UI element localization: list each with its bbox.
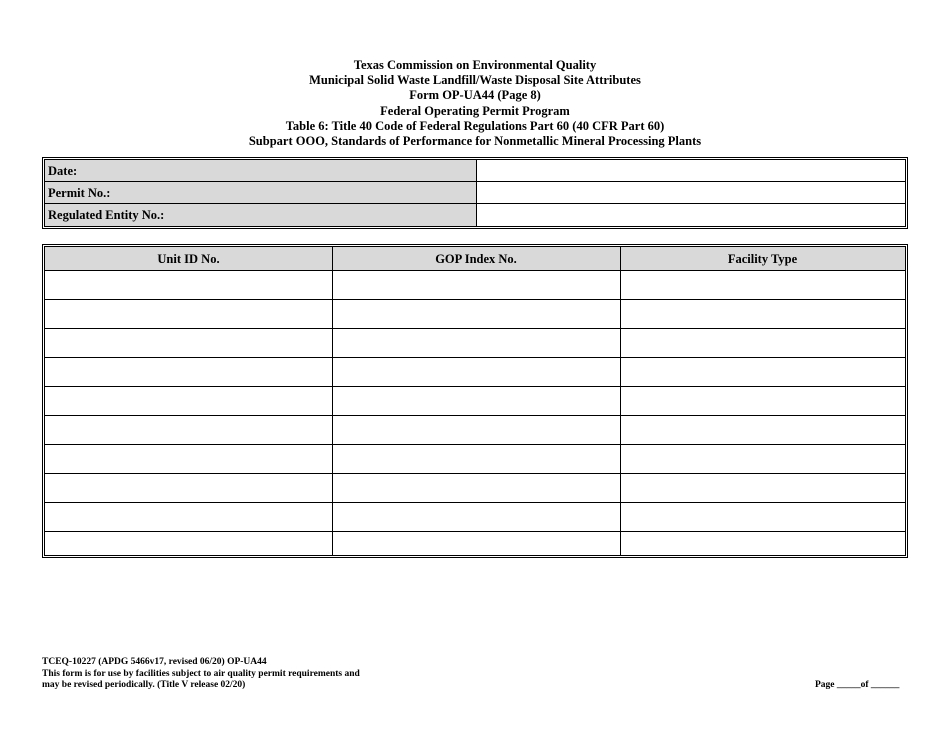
table-subtitle: Subpart OOO, Standards of Performance for Nonmetallic Mineral Processing Plants — [248, 134, 702, 149]
agency-title: Texas Commission on Environmental Quality — [353, 58, 597, 72]
form-id: TCEQ-10227 (APDG 5466v17, revised 06/20) OP-UA44 — [42, 657, 267, 667]
unit-id-cell[interactable] — [45, 358, 332, 386]
gop-index-cell[interactable] — [332, 416, 620, 444]
facility-type-cell[interactable] — [620, 445, 905, 473]
gop-index-cell[interactable] — [332, 474, 620, 502]
form-subject: Municipal Solid Waste Landfill/Waste Disposal Site Attributes — [309, 73, 641, 88]
unit-table-body — [45, 271, 905, 555]
column-divider — [332, 247, 333, 555]
gop-index-cell[interactable] — [332, 503, 620, 531]
table-row — [45, 474, 905, 503]
table-row — [45, 503, 905, 532]
facility-type-cell[interactable] — [620, 503, 905, 531]
unit-id-cell[interactable] — [45, 416, 332, 444]
facility-type-cell[interactable] — [620, 329, 905, 357]
program-name: Federal Operating Permit Program — [380, 103, 570, 118]
facility-type-cell[interactable] — [620, 300, 905, 328]
facility-type-cell[interactable] — [620, 532, 905, 561]
unit-table-header — [45, 247, 905, 271]
page-number: Page _____of ______ — [815, 680, 900, 690]
table-row — [45, 416, 905, 445]
form-number: Form OP-UA44 (Page 8) — [409, 88, 541, 103]
table-row — [45, 271, 905, 300]
facility-type-cell[interactable] — [620, 358, 905, 386]
entity-row — [45, 204, 905, 226]
unit-id-header: Unit ID No. — [157, 252, 220, 266]
table-row — [45, 445, 905, 474]
gop-index-cell[interactable] — [332, 532, 620, 561]
form-footer — [42, 657, 360, 692]
unit-id-cell[interactable] — [45, 532, 332, 561]
gop-index-cell[interactable] — [332, 445, 620, 473]
unit-id-cell[interactable] — [45, 445, 332, 473]
date-row — [45, 160, 905, 182]
identification-table — [42, 157, 908, 229]
permit-field[interactable] — [477, 182, 905, 203]
unit-id-cell[interactable] — [45, 474, 332, 502]
entity-field[interactable] — [477, 204, 905, 226]
table-title: Table 6: Title 40 Code of Federal Regulations Part 60 (40 CFR Part 60) — [285, 118, 665, 133]
table-row — [45, 358, 905, 387]
facility-type-cell[interactable] — [620, 271, 905, 299]
gop-index-cell[interactable] — [332, 358, 620, 386]
form-revision-note: may be revised periodically. (Title V release 02/20) — [42, 680, 246, 690]
unit-table — [42, 244, 908, 558]
table-row — [45, 300, 905, 329]
table-row — [45, 387, 905, 416]
unit-id-cell[interactable] — [45, 300, 332, 328]
gop-index-header: GOP Index No. — [435, 252, 517, 266]
unit-id-cell[interactable] — [45, 503, 332, 531]
facility-type-header: Facility Type — [727, 252, 798, 266]
form-usage-note: This form is for use by facilities subject to air quality permit requirements and — [42, 668, 360, 679]
gop-index-cell[interactable] — [332, 329, 620, 357]
date-field[interactable] — [477, 160, 905, 181]
gop-index-cell[interactable] — [332, 271, 620, 299]
permit-label: Permit No.: — [45, 182, 477, 203]
facility-type-cell[interactable] — [620, 474, 905, 502]
column-divider — [620, 247, 621, 555]
form-header — [0, 58, 950, 149]
facility-type-cell[interactable] — [620, 416, 905, 444]
gop-index-cell[interactable] — [332, 387, 620, 415]
unit-id-cell[interactable] — [45, 329, 332, 357]
date-label: Date: — [45, 160, 477, 181]
table-row — [45, 532, 905, 561]
table-row — [45, 329, 905, 358]
permit-row — [45, 182, 905, 204]
facility-type-cell[interactable] — [620, 387, 905, 415]
unit-id-cell[interactable] — [45, 387, 332, 415]
gop-index-cell[interactable] — [332, 300, 620, 328]
entity-label: Regulated Entity No.: — [45, 204, 477, 226]
unit-id-cell[interactable] — [45, 271, 332, 299]
